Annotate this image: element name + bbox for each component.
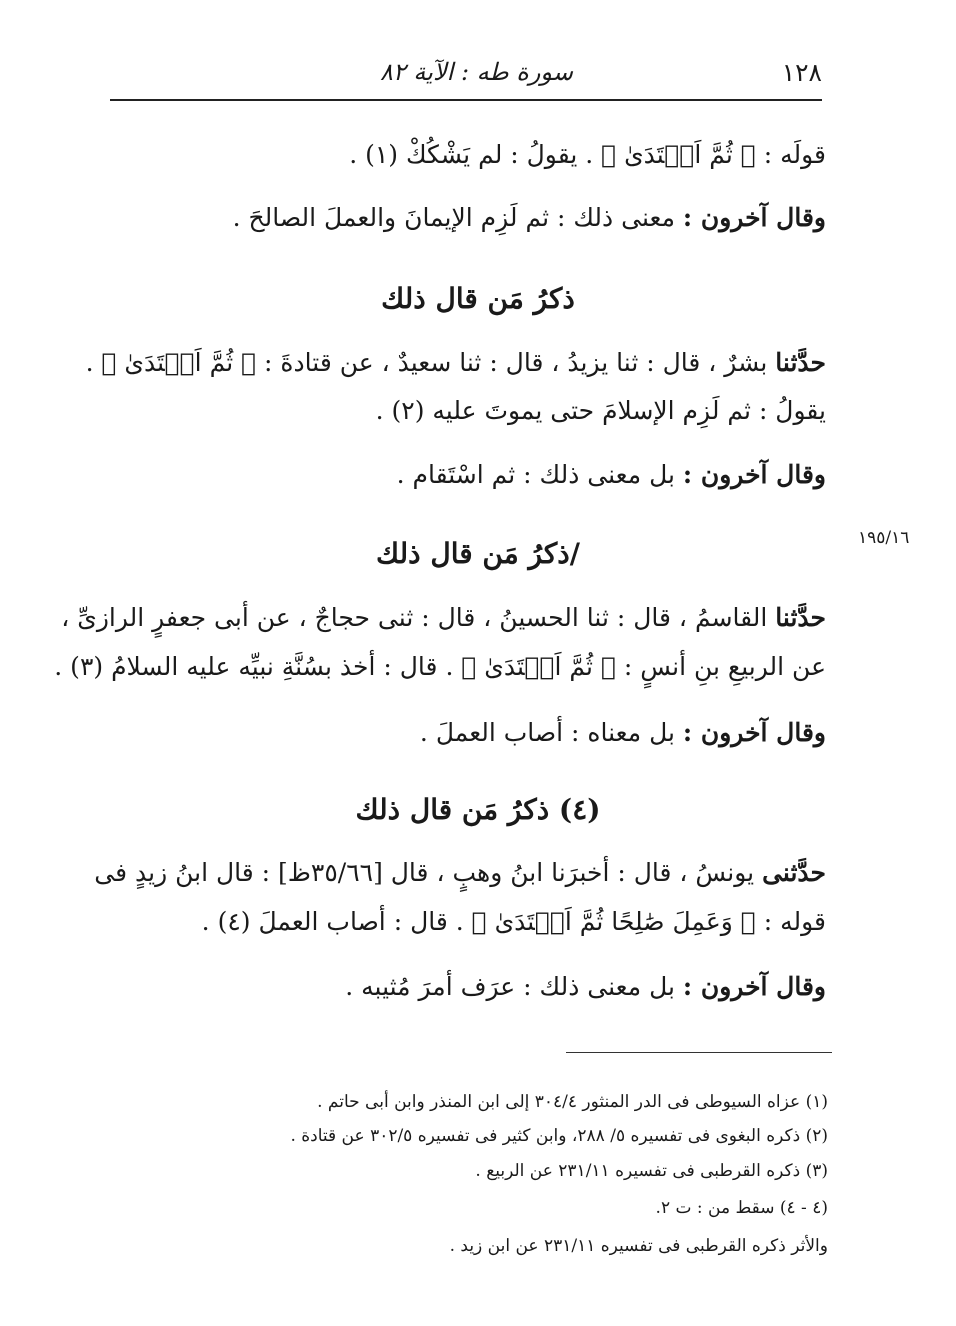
footnote: (١) عزاه السيوطى فى الدر المنثور ٣٠٤/٤ إلى ابن المنذر وابن أبى حاتم . <box>317 1092 828 1112</box>
footnote: (٣) ذكره القرطبى فى تفسيره ٢٣١/١١ عن الربيع . <box>475 1161 828 1181</box>
marginal-note: ١٩٥/١٦ <box>858 528 910 548</box>
body-line: حدَّثنا القاسمُ ، قال : ثنا الحسينُ ، قال : ثنى حجاجٌ ، عن أبى جعفرٍ الرازىِّ ، <box>61 603 826 632</box>
body-line: حدَّثنى يونسُ ، قال : أخبرَنا ابنُ وهبٍ ، قال [٣٥/٦٦ظ] : قال ابنُ زيدٍ فى <box>94 858 826 887</box>
body-line: قولَه : ﴿ ثُمَّ اَهۡتَدَىٰ ﴾ . يقولُ : لم يَشْكُكْ (١) . <box>349 140 826 169</box>
running-head: سورة طه : الآية ٨٢ <box>380 58 573 86</box>
section-heading: (٤) ذكرُ مَن قال ذلك <box>355 793 601 826</box>
body-line: وقال آخرون : بل معناه : أصاب العملَ . <box>419 718 826 747</box>
body-line: قوله : ﴿ وَعَمِلَ صَٰلِحًا ثُمَّ اَهۡتَدَىٰ ﴾ . قال : أصاب العملَ (٤) . <box>201 907 826 936</box>
section-heading: ذكرُ مَن قال ذلك <box>381 282 575 315</box>
body-line: وقال آخرون : بل معنى ذلك : ثم اسْتَقام . <box>396 460 826 489</box>
footnote: والأثر ذكره القرطبى فى تفسيره ٢٣١/١١ عن ابن زيد . <box>449 1236 828 1256</box>
page-number: ١٢٨ <box>781 58 822 87</box>
header-rule <box>110 99 822 101</box>
body-line: يقولُ : ثم لَزِم الإسلامَ حتى يموتَ عليه (٢) . <box>375 396 826 425</box>
section-heading: /ذكرُ مَن قال ذلك <box>376 537 580 570</box>
body-line: وقال آخرون : بل معنى ذلك : عرَف أمرَ مُثيبه . <box>345 972 826 1001</box>
body-line: حدَّثنا بشرٌ ، قال : ثنا يزيدُ ، قال : ثنا سعيدٌ ، عن قتادةَ : ﴿ ثُمَّ اَهۡتَدَىٰ ﴾ . <box>85 348 826 377</box>
body-line: عن الربيعِ بنِ أنسٍ : ﴿ ثُمَّ اَهۡتَدَىٰ ﴾ . قال : أخذ بسُنَّةِ نبيِّه عليه السلامُ (٣) . <box>54 652 826 681</box>
footnote-rule <box>566 1052 832 1053</box>
footnote: (٤ - ٤) سقط من : ت ٢. <box>655 1198 828 1218</box>
body-line: وقال آخرون : معنى ذلك : ثم لَزِم الإيمانَ والعملَ الصالحَ . <box>232 203 826 232</box>
footnote: (٢) ذكره البغوى فى تفسيره ٥/ ٢٨٨، وابن كثير فى تفسيره ٣٠٢/٥ عن قتادة . <box>290 1126 828 1146</box>
